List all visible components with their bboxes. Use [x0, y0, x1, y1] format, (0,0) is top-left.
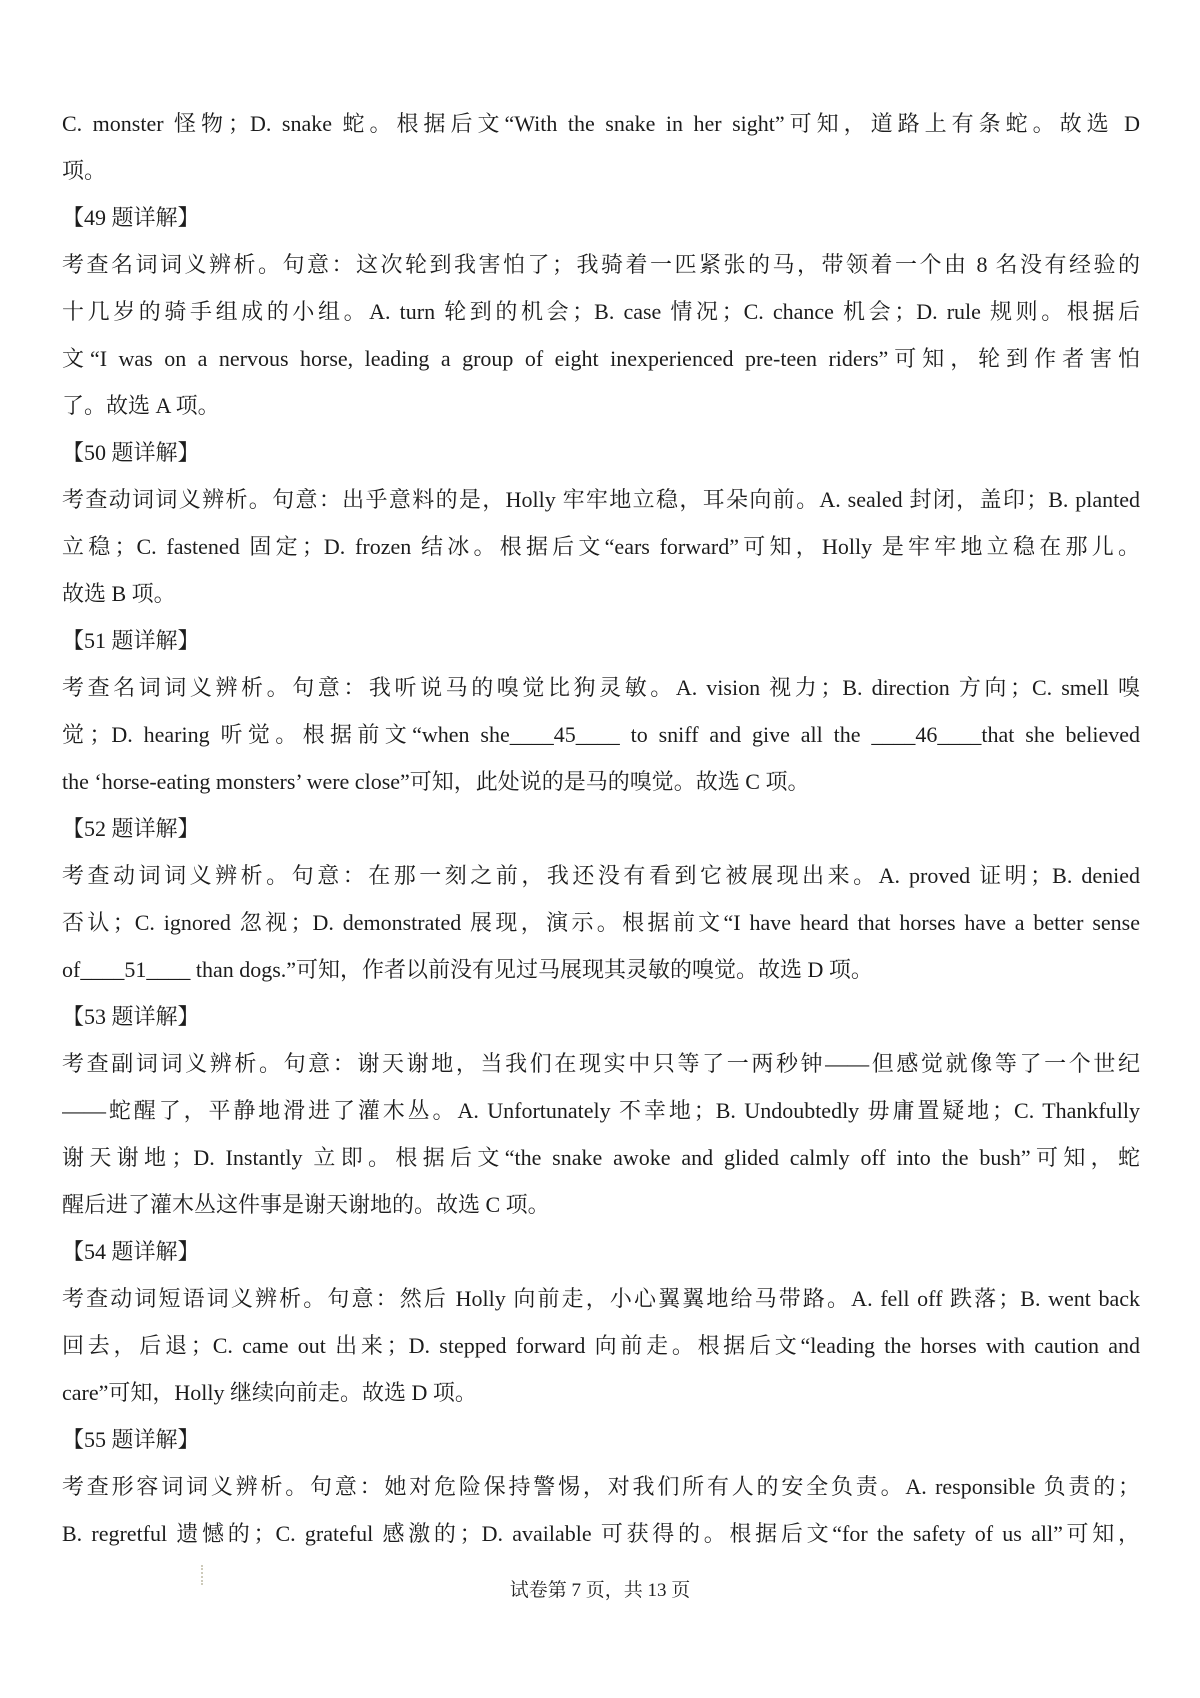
section-header: 【55 题详解】: [62, 1427, 200, 1452]
text-line: 文“I was on a nervous horse, leading a group of eight inexperienced pre-teen riders”可知，轮到作者害怕: [62, 346, 1140, 371]
text-line: the ‘horse-eating monsters’ were close”可知，此处说的是马的嗅觉。故选 C 项。: [62, 769, 810, 794]
text-line: 考查名词词义辨析。句意：这次轮到我害怕了；我骑着一匹紧张的马，带领着一个由 8 名没有经验的: [62, 252, 1140, 277]
section-header: 【52 题详解】: [62, 816, 200, 841]
text-line: 项。: [62, 158, 107, 183]
text-line: ——蛇醒了，平静地滑进了灌木丛。A. Unfortunately 不幸地；B. Undoubtedly 毋庸置疑地；C. Thankfully: [62, 1098, 1140, 1123]
text-line: 考查副词词义辨析。句意：谢天谢地，当我们在现实中只等了一两秒钟——但感觉就像等了一个世纪: [62, 1051, 1140, 1076]
text-line: 考查动词词义辨析。句意：在那一刻之前，我还没有看到它被展现出来。A. proved 证明；B. denied: [62, 863, 1140, 888]
text-line: 考查动词短语词义辨析。句意：然后 Holly 向前走，小心翼翼地给马带路。A. fell off 跌落；B. went back: [62, 1286, 1140, 1311]
text-line: 考查名词词义辨析。句意：我听说马的嗅觉比狗灵敏。A. vision 视力；B. direction 方向；C. smell 嗅: [62, 675, 1140, 700]
text-line: 否认；C. ignored 忽视；D. demonstrated 展现，演示。根据前文“I have heard that horses have a better sense: [62, 910, 1140, 935]
text-line: B. regretful 遗憾的；C. grateful 感激的；D. available 可获得的。根据后文“for the safety of us all”可知，: [62, 1521, 1140, 1546]
section-header: 【54 题详解】: [62, 1239, 200, 1264]
section-header: 【49 题详解】: [62, 205, 200, 230]
text-line: of____51____ than dogs.”可知，作者以前没有见过马展现其灵敏的嗅觉。故选 D 项。: [62, 957, 873, 982]
document-body: [62, 100, 1140, 1557]
text-line: C. monster 怪物；D. snake 蛇。根据后文“With the snake in her sight”可知，道路上有条蛇。故选 D: [62, 111, 1140, 136]
text-line: 觉；D. hearing 听觉。根据前文“when she____45____ to sniff and give all the ____46____that she believed: [62, 722, 1140, 747]
text-line: 十几岁的骑手组成的小组。A. turn 轮到的机会；B. case 情况；C. chance 机会；D. rule 规则。根据后: [62, 299, 1140, 324]
text-line: 了。故选 A 项。: [62, 393, 220, 418]
text-line: 醒后进了灌木丛这件事是谢天谢地的。故选 C 项。: [62, 1192, 550, 1217]
section-header: 【53 题详解】: [62, 1004, 200, 1029]
text-line: 回去，后退；C. came out 出来；D. stepped forward 向前走。根据后文“leading the horses with caution and: [62, 1333, 1140, 1358]
text-line: 考查动词词义辨析。句意：出乎意料的是，Holly 牢牢地立稳，耳朵向前。A. sealed 封闭，盖印；B. planted: [62, 487, 1140, 512]
text-line: 谢天谢地；D. Instantly 立即。根据后文“the snake awoke and glided calmly off into the bush”可知，蛇: [62, 1145, 1140, 1170]
section-header: 【51 题详解】: [62, 628, 200, 653]
text-line: care”可知，Holly 继续向前走。故选 D 项。: [62, 1380, 477, 1405]
text-line: 考查形容词词义辨析。句意：她对危险保持警惕，对我们所有人的安全负责。A. responsible 负责的；: [62, 1474, 1140, 1499]
page-footer: 试卷第 7 页，共 13 页: [509, 1580, 691, 1601]
section-header: 【50 题详解】: [62, 440, 200, 465]
text-line: 故选 B 项。: [62, 581, 176, 606]
text-line: 立稳；C. fastened 固定；D. frozen 结冰。根据后文“ears forward”可知，Holly 是牢牢地立稳在那儿。: [62, 534, 1140, 559]
